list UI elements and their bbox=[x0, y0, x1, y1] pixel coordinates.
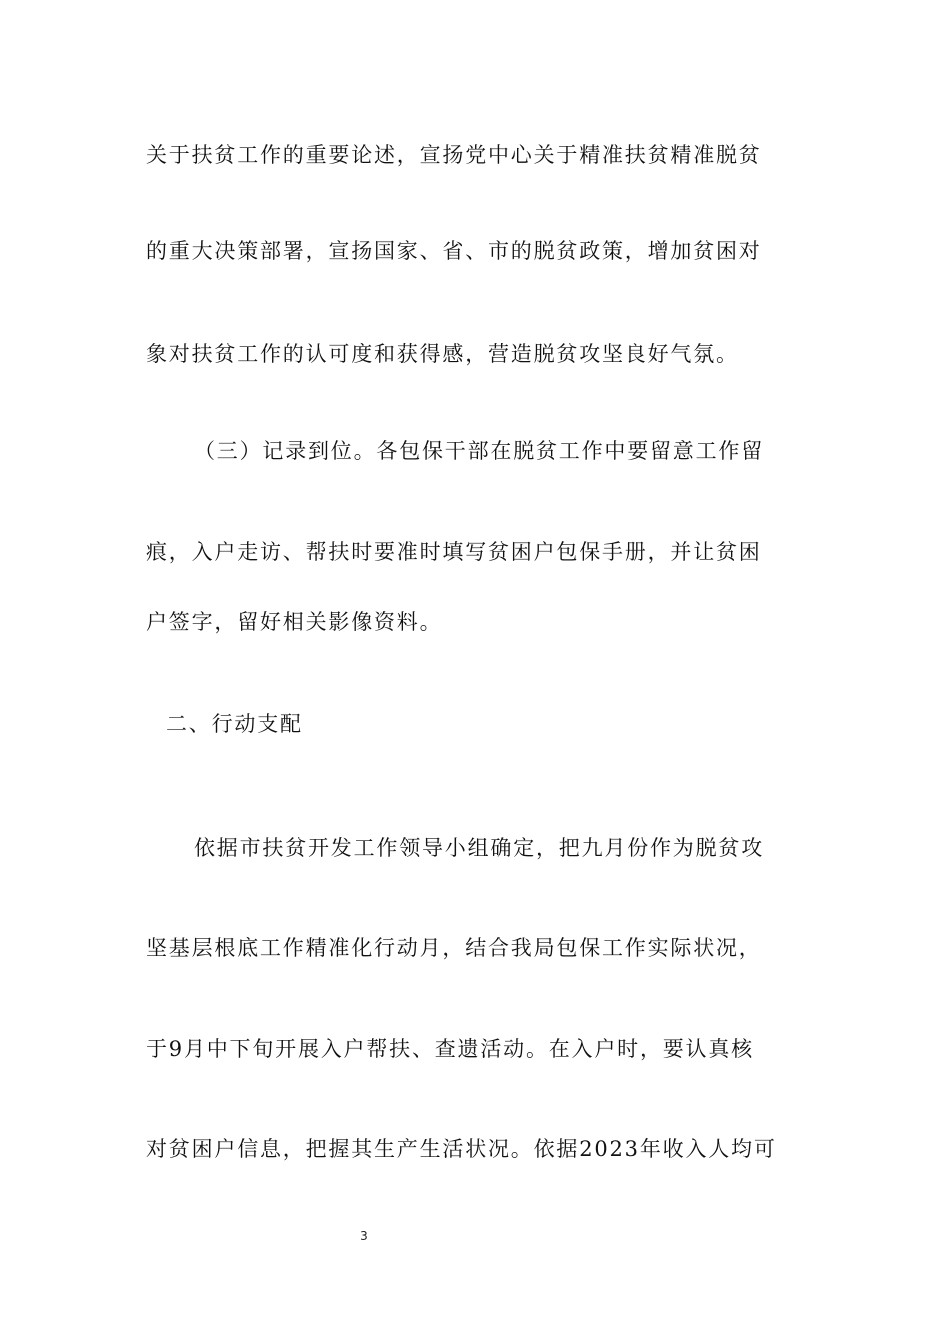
page-number: 3 bbox=[360, 1229, 368, 1243]
paragraph-line: 户签字，留好相关影像资料。 bbox=[146, 610, 443, 634]
paragraph-line: 的重大决策部署，宣扬国家、省、市的脱贫政策，增加贫困对 bbox=[146, 239, 762, 263]
section-heading: 二、行动支配 bbox=[166, 712, 303, 736]
paragraph-line: 坚基层根底工作精准化行动月，结合我局包保工作实际状况， bbox=[146, 936, 762, 960]
paragraph-line: 痕，入户走访、帮扶时要准时填写贫困户包保手册，并让贫困 bbox=[146, 540, 762, 564]
paragraph-line: 象对扶贫工作的认可度和获得感，营造脱贫攻坚良好气氛。 bbox=[146, 342, 739, 366]
paragraph-line: 关于扶贫工作的重要论述，宣扬党中心关于精准扶贫精准脱贫 bbox=[146, 143, 762, 167]
paragraph-line: 对贫困户信息，把握其生产生活状况。依据2023年收入人均可 bbox=[146, 1137, 777, 1161]
paragraph-line: 于9月中下旬开展入户帮扶、查遗活动。在入户时，要认真核 bbox=[146, 1037, 754, 1061]
paragraph-line: 依据市扶贫开发工作领导小组确定，把九月份作为脱贫攻 bbox=[194, 836, 764, 860]
paragraph-line: （三）记录到位。各包保干部在脱贫工作中要留意工作留 bbox=[194, 439, 764, 463]
